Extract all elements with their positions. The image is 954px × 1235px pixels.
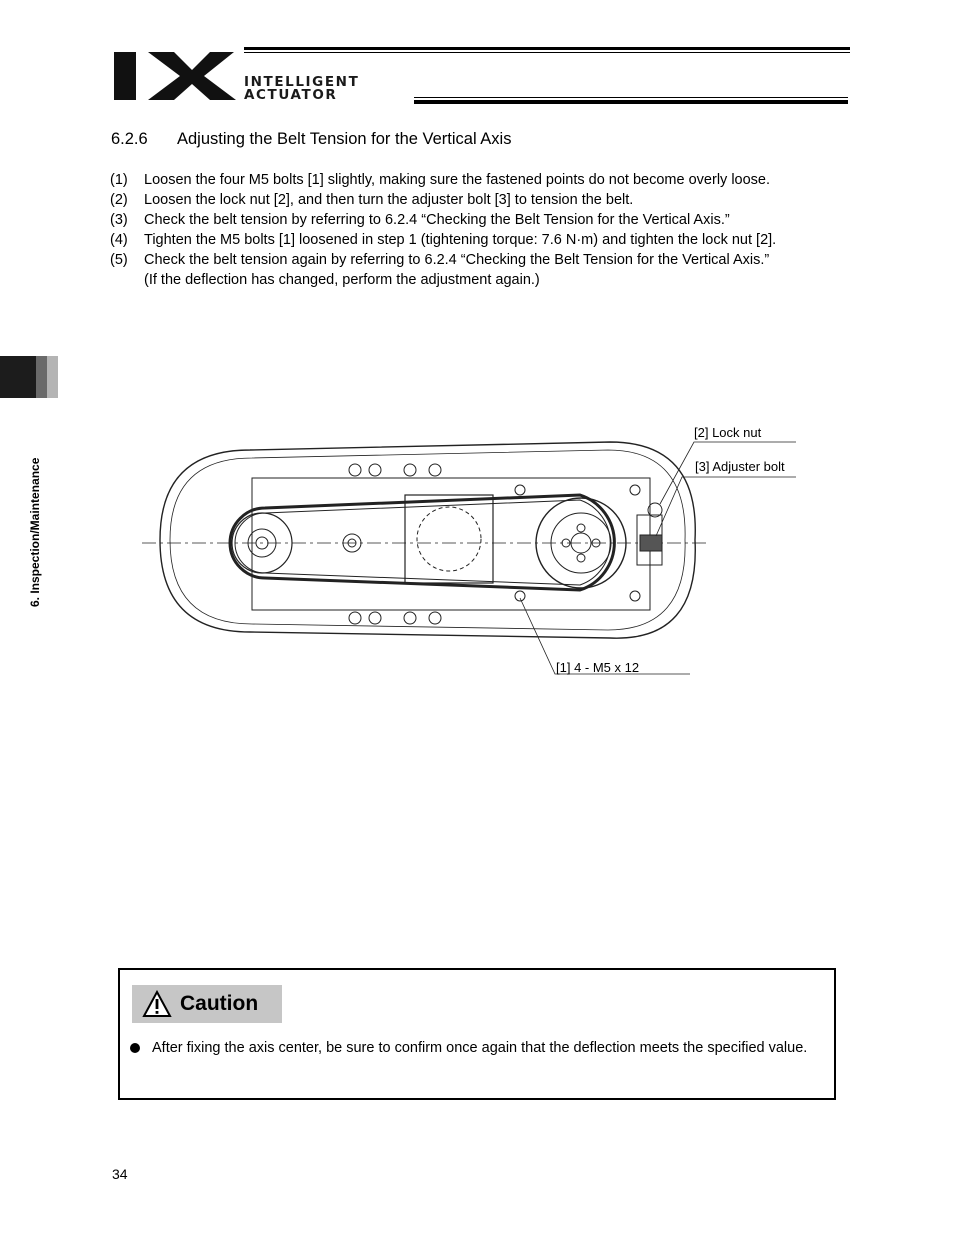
motor-block [405,495,493,583]
logo-line-1: INTELLIGENT [244,74,360,90]
step-text [144,250,850,290]
caution-list-item [130,1039,820,1058]
cover-bolt [349,612,361,624]
right-pulley-bolt [577,554,585,562]
step-item [110,210,850,230]
chapter-tab-marker [0,356,36,398]
cover-bolt [349,464,361,476]
section-number: 6.2.6 [111,130,148,148]
ix-logo-icon [112,48,240,102]
section-title: Adjusting the Belt Tension for the Vertical Axis [177,130,512,148]
base-plate [252,478,650,610]
step-text-line: (If the deflection has changed, perform the adjustment again.) [144,272,540,288]
step-item [110,190,850,210]
step-text: Loosen the lock nut [2], and then turn the adjuster bolt [3] to tension the belt. [144,192,634,208]
cover-bolt [429,464,441,476]
chapter-tab-marker-light [47,356,58,398]
timing-belt [230,495,614,590]
step-number: (4) [110,232,128,248]
step-text: Loosen the four M5 bolts [1] slightly, making sure the fastened points do not become overly loose. [144,172,771,188]
bullet-icon [130,1043,140,1053]
callout-lock-nut: [2] Lock nut [694,425,762,440]
motor-flange [417,507,481,571]
step-number: (5) [110,252,128,268]
caution-box [118,968,836,1100]
step-number: (1) [110,172,128,188]
m5-bolt [515,485,525,495]
callout-m5-bolts: [1] 4 - M5 x 12 [556,660,640,675]
timing-belt-inner [235,500,610,585]
logo-line-2: ACTUATOR [244,87,338,103]
cover-bolt [369,612,381,624]
procedure-steps [110,170,850,290]
step-number: (3) [110,212,128,228]
adjuster-bolt-leader [656,477,796,536]
right-pulley-bolt [577,524,585,532]
chapter-side-label: 6. Inspection/Maintenance [28,457,42,607]
m5-bolt [515,591,525,601]
step-number: (2) [110,192,128,208]
caution-title: Caution [180,992,259,1015]
cover-bolt [429,612,441,624]
logo-wordmark [244,76,359,102]
cover-bolt [369,464,381,476]
m5-bolt [630,591,640,601]
warning-triangle-icon [142,990,172,1018]
caution-text: After fixing the axis center, be sure to confirm once again that the deflection meets the specified value. [152,1040,808,1056]
m5-bolt [630,485,640,495]
adjuster-bolt [640,535,662,551]
step-item [110,230,850,250]
header-rule-top [244,47,850,53]
step-text: Check the belt tension by referring to 6.2.4 “Checking the Belt Tension for the Vertical Axis.” [144,212,730,228]
step-item [110,170,850,190]
caution-header [132,985,282,1023]
cover-bolt [404,612,416,624]
page-number: 34 [112,1166,128,1182]
chapter-tab-marker-mid [36,356,47,398]
callout-adjuster-bolt: [3] Adjuster bolt [695,459,785,474]
section-heading [111,130,511,149]
header-rule-bottom [414,97,848,104]
step-text: Tighten the M5 bolts [1] loosened in step 1 (tightening torque: 7.6 N·m) and tighten the lock nut [2]. [144,232,777,248]
housing-inner-outline [170,450,685,630]
step-item [110,250,850,290]
step-text-line: Check the belt tension again by referring to 6.2.4 “Checking the Belt Tension for the Vertical Axis.” [144,252,770,268]
cover-bolt [404,464,416,476]
